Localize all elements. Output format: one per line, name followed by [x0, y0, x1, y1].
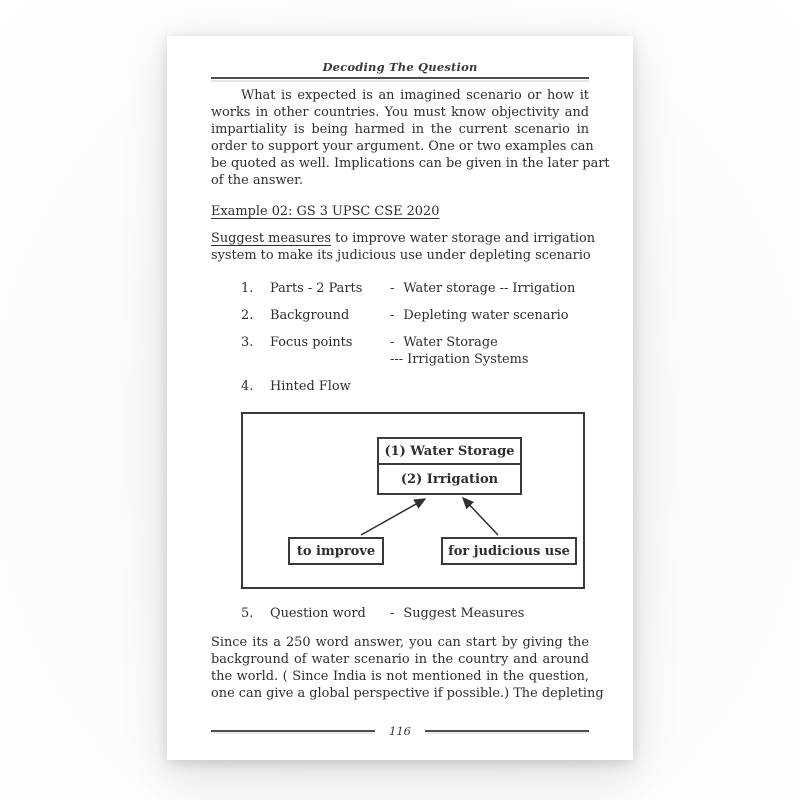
list-item-question-word	[241, 605, 589, 622]
paragraph-line: of the answer.	[211, 173, 303, 188]
list-item-background	[241, 307, 589, 324]
list-value	[390, 378, 589, 395]
list-label: Background	[270, 308, 350, 323]
irrigation-box: (2) Irrigation	[400, 471, 499, 487]
list-label: Hinted Flow	[270, 379, 351, 394]
hinted-flow-diagram	[241, 412, 585, 589]
list-number: 5.	[241, 606, 254, 621]
paragraph-line: impartiality is being harmed in the current scenario in	[211, 122, 589, 137]
decoding-list-continued	[241, 605, 589, 622]
paragraph-line: the world. ( Since India is not mentioned in the question,	[211, 669, 589, 684]
list-value-text: Suggest Measures	[403, 606, 525, 621]
arrow-to-improve	[361, 499, 425, 535]
paragraph-line: works in other countries. You must know objectivity and	[211, 105, 589, 120]
paragraph-line: Since its a 250 word answer, you can start by giving the	[211, 635, 589, 650]
footer-rule-right	[425, 730, 589, 732]
for-judicious-use-box: for judicious use	[441, 537, 577, 565]
paragraph-line: order to support your argument. One or two examples can	[211, 139, 594, 154]
dash-separator: -	[390, 335, 395, 350]
list-item-focus-points	[241, 334, 589, 368]
page-footer	[211, 724, 589, 738]
page-number: 116	[389, 724, 411, 738]
question-keyword-underlined: Suggest measures	[211, 231, 332, 246]
question-line	[211, 230, 596, 247]
list-label: Question word	[270, 606, 366, 621]
list-item-hinted-flow	[241, 378, 589, 395]
example-heading: Example 02: GS 3 UPSC CSE 2020	[211, 204, 440, 219]
question-line-rest: to improve water storage and irrigation	[331, 231, 596, 246]
footer-rule-left	[211, 730, 375, 732]
list-value	[390, 605, 589, 622]
running-head-title: Decoding The Question	[322, 60, 478, 74]
paragraph-2	[211, 634, 604, 702]
book-page	[167, 36, 633, 760]
header-rule	[211, 77, 589, 79]
list-value-line-1	[390, 334, 589, 351]
to-improve-box: to improve	[288, 537, 384, 565]
paragraph-line: one can give a global perspective if possible.) The depleting	[211, 686, 604, 701]
list-number: 2.	[241, 308, 254, 323]
list-number: 1.	[241, 281, 254, 296]
paragraph-line: background of water scenario in the country and around	[211, 652, 589, 667]
list-number: 4.	[241, 379, 254, 394]
list-value	[390, 334, 589, 368]
paragraph-line: What is expected is an imagined scenario or how it	[241, 88, 589, 103]
list-value-text: Water storage -- Irrigation	[403, 281, 576, 296]
list-value-text: Depleting water scenario	[403, 308, 569, 323]
list-value	[390, 280, 589, 297]
list-label: Focus points	[270, 335, 353, 350]
dash-separator: -	[390, 281, 395, 296]
list-item-parts	[241, 280, 589, 297]
water-storage-box: (1) Water Storage	[379, 439, 520, 465]
list-value	[390, 307, 589, 324]
dash-separator: -	[390, 606, 395, 621]
question-line: system to make its judicious use under depleting scenario	[211, 248, 591, 263]
list-label: Parts - 2 Parts	[270, 281, 363, 296]
list-value-line-2: --- Irrigation Systems	[390, 352, 529, 367]
question-text	[211, 230, 596, 264]
page-header	[211, 60, 589, 79]
paragraph-line: be quoted as well. Implications can be given in the later part	[211, 156, 610, 171]
paragraph-1	[211, 87, 610, 189]
dash-separator: -	[390, 308, 395, 323]
list-number: 3.	[241, 335, 254, 350]
list-value-text: Water Storage	[403, 335, 498, 350]
decoding-list	[241, 280, 589, 405]
arrow-for-judicious-use	[463, 498, 498, 535]
